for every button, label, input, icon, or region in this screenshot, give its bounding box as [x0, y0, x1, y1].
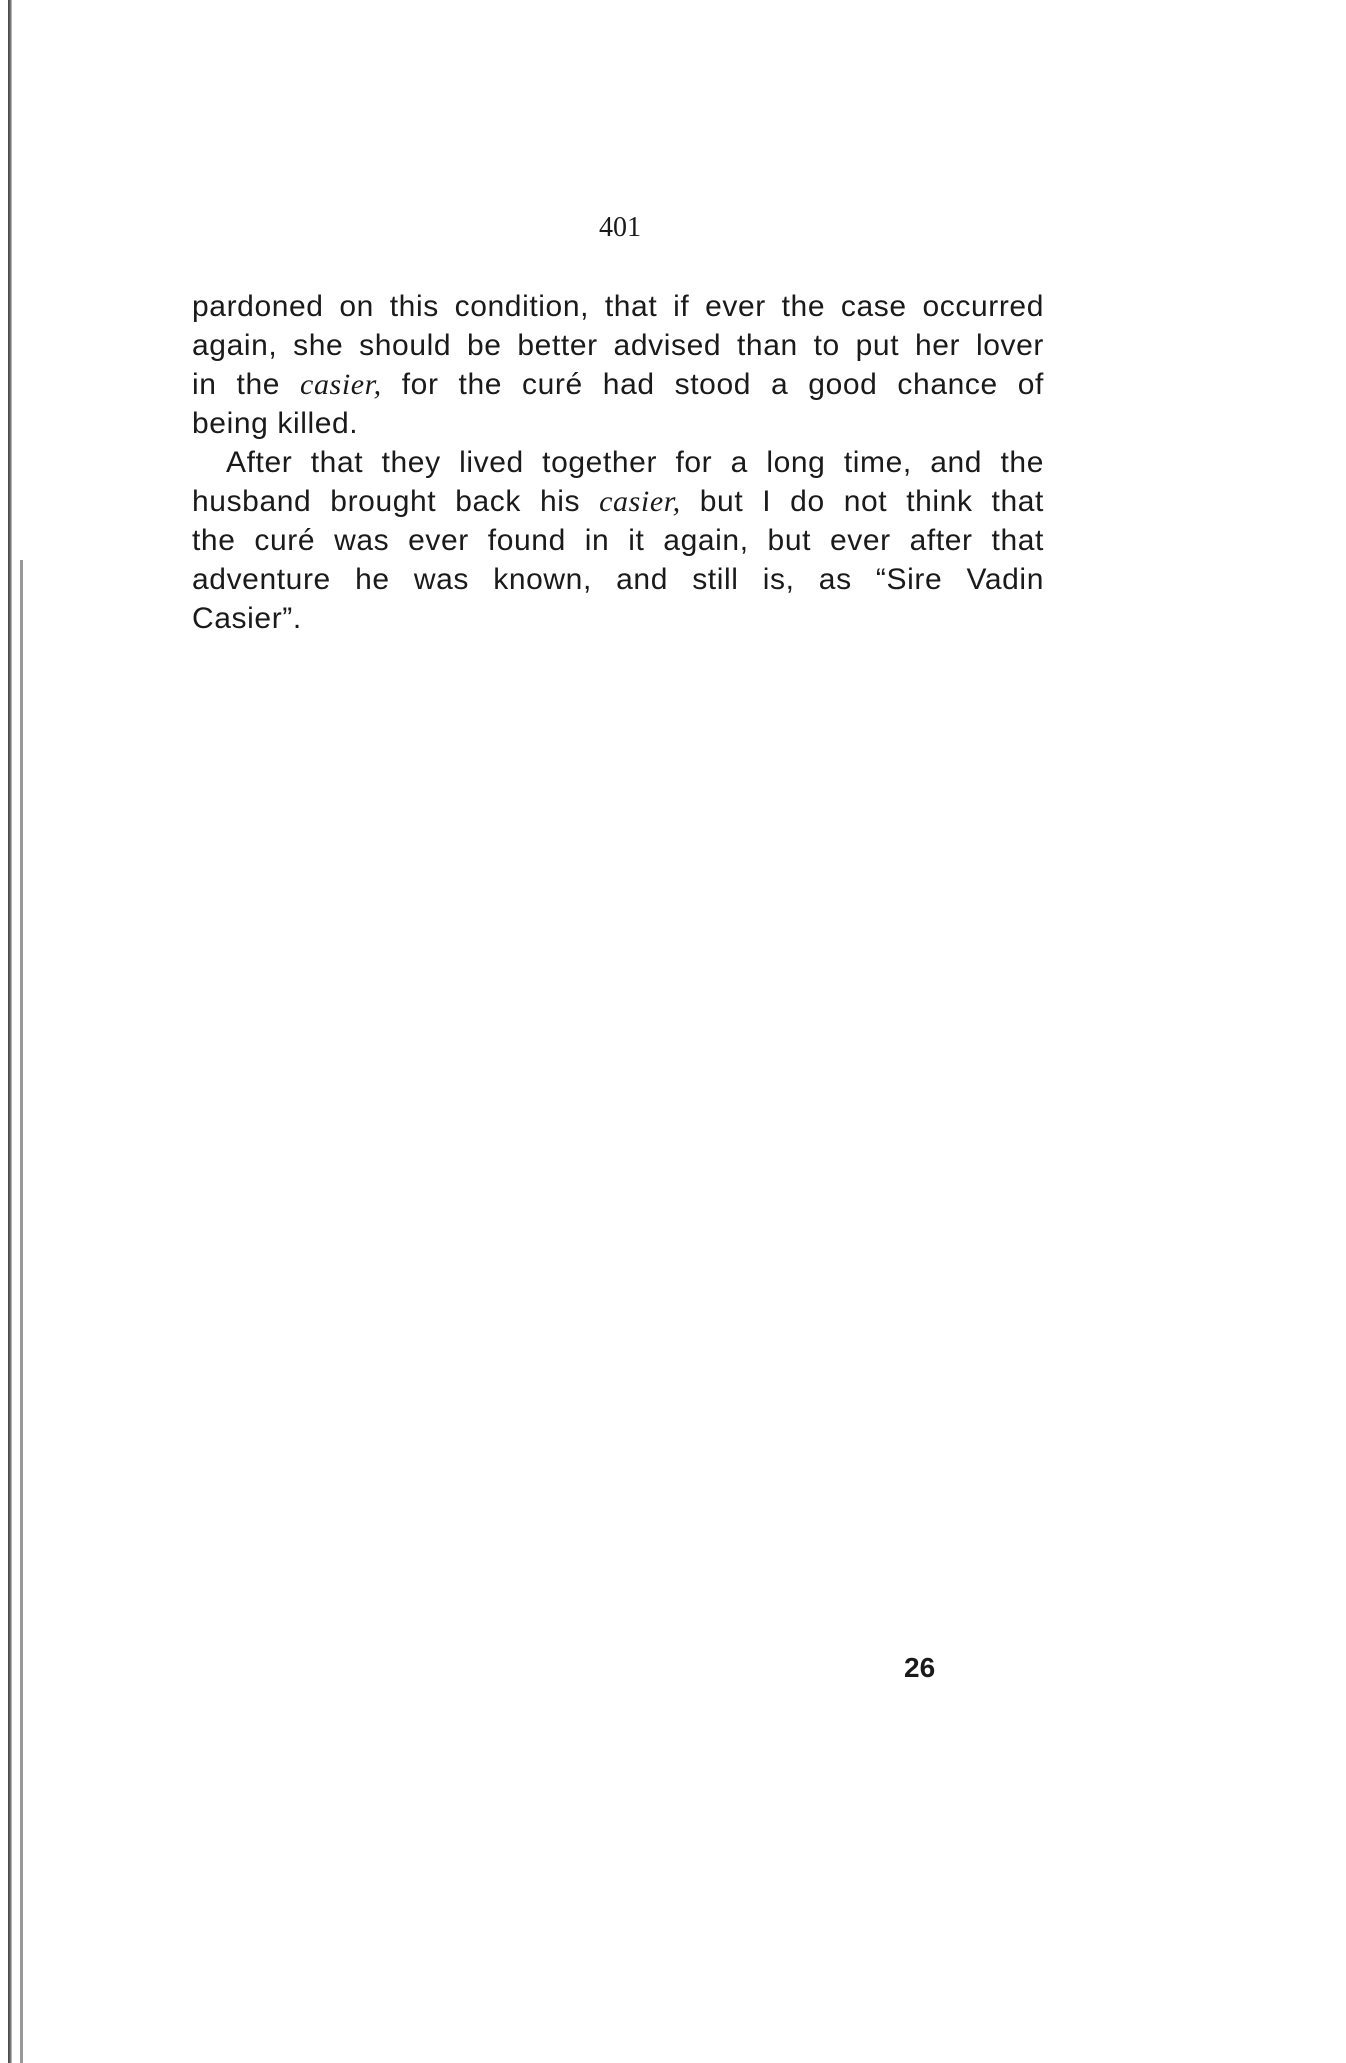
paragraph — [192, 443, 1044, 638]
text-run: After that they lived together for a long time, and the — [226, 446, 1044, 479]
text-run: in the — [192, 368, 301, 401]
signature-mark: 26 — [904, 1652, 936, 1683]
binding-edge — [8, 0, 12, 2063]
text-run: again, she should be better advised than to put her lover — [192, 329, 1044, 362]
text-run: the curé was ever found in it again, but ever after that — [192, 524, 1044, 557]
text-line — [192, 560, 1044, 599]
text-line — [192, 482, 1044, 521]
text-line — [192, 404, 1044, 443]
paragraph — [192, 287, 1044, 443]
text-line — [192, 326, 1044, 365]
italic-term: casier, — [300, 368, 382, 401]
text-run: being killed. — [192, 407, 359, 440]
text-line — [192, 443, 1044, 482]
text-line — [192, 365, 1044, 404]
text-run: Casier”. — [192, 602, 302, 635]
italic-term: casier, — [599, 485, 681, 518]
text-run: adventure he was known, and still is, as “Sire Vadin — [192, 563, 1044, 596]
text-run: pardoned on this condition, that if ever the case occurred — [192, 290, 1044, 323]
text-line — [192, 521, 1044, 560]
text-run: but I do not think that — [680, 485, 1044, 518]
body-text — [192, 287, 1044, 638]
text-line — [192, 599, 1044, 638]
page-number: 401 — [599, 212, 641, 243]
text-run: for the curé had stood a good chance of — [381, 368, 1044, 401]
binding-shadow — [20, 560, 23, 2063]
text-run: husband brought back his — [192, 485, 600, 518]
text-line — [192, 287, 1044, 326]
